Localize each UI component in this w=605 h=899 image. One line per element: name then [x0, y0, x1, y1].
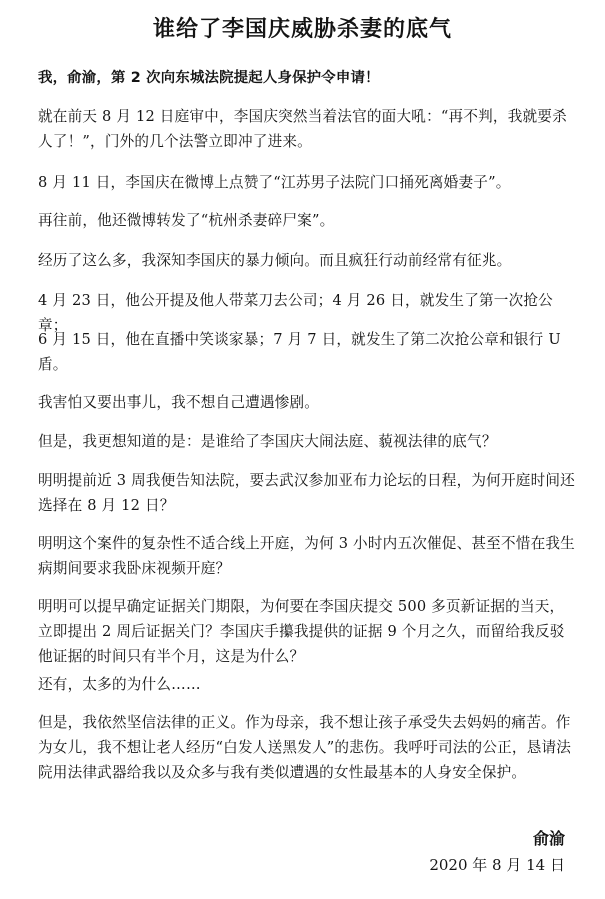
paragraph-13: 但是，我依然坚信法律的正义。作为母亲，我不想让孩子承受失去妈妈的痛苦。作为女儿，我不想让老人经历“白发人送黑发人”的悲伤。我呼吁司法的公正，恳请法院用法律武器给我以及众多与我有类似遭遇的女性最基本的人身安全保护。	[38, 714, 572, 781]
signature-date: 2020 年 8 月 14 日	[429, 856, 565, 874]
paragraph-8: 但是，我更想知道的是：是谁给了李国庆大闹法庭、藐视法律的底气？	[38, 433, 497, 450]
document-subhead: 我，俞渝，第 2 次向东城法院提起人身保护令申请！	[38, 70, 380, 86]
paragraph-12: 还有，太多的为什么……	[38, 676, 201, 693]
paragraph-9: 明明提前近 3 周我便告知法院，要去武汉参加亚布力论坛的日程，为何开庭时间还选择在 8 月 12 日？	[38, 472, 575, 514]
paragraph-6: 6 月 15 日，他在直播中笑谈家暴；7 月 7 日，就发生了第二次抢公章和银行 U 盾。	[38, 331, 561, 373]
paragraph-10: 明明这个案件的复杂性不适合线上开庭，为何 3 小时内五次催促、甚至不惜在我生病期间要求我卧床视频开庭？	[38, 535, 575, 577]
paragraph-5: 4 月 23 日，他公开提及他人带菜刀去公司；4 月 26 日，就发生了第一次抢公章；	[38, 292, 553, 334]
signature-block	[429, 826, 565, 878]
paragraph-2: 8 月 11 日，李国庆在微博上点赞了“江苏男子法院门口捅死离婚妻子”。	[38, 174, 511, 191]
paragraph-1: 就在前天 8 月 12 日庭审中，李国庆突然当着法官的面大吼：“再不判，我就要杀人了！”，门外的几个法警立即冲了进来。	[38, 108, 567, 150]
document-title: 谁给了李国庆威胁杀妻的底气	[152, 17, 452, 42]
paragraph-3: 再往前，他还微博转发了“杭州杀妻碎尸案”。	[38, 212, 335, 229]
paragraph-11: 明明可以提早确定证据关门期限，为何要在李国庆提交 500 多页新证据的当天，立即提出 2 周后证据关门？李国庆手攥我提供的证据 9 个月之久，而留给我反驳他证据的时间只有半个月，这是为什么？	[38, 598, 565, 665]
signature-name: 俞渝	[532, 829, 565, 848]
paragraph-4: 经历了这么多，我深知李国庆的暴力倾向。而且疯狂行动前经常有征兆。	[38, 252, 512, 269]
paragraph-7: 我害怕又要出事儿，我不想自己遭遇惨剧。	[38, 394, 320, 411]
